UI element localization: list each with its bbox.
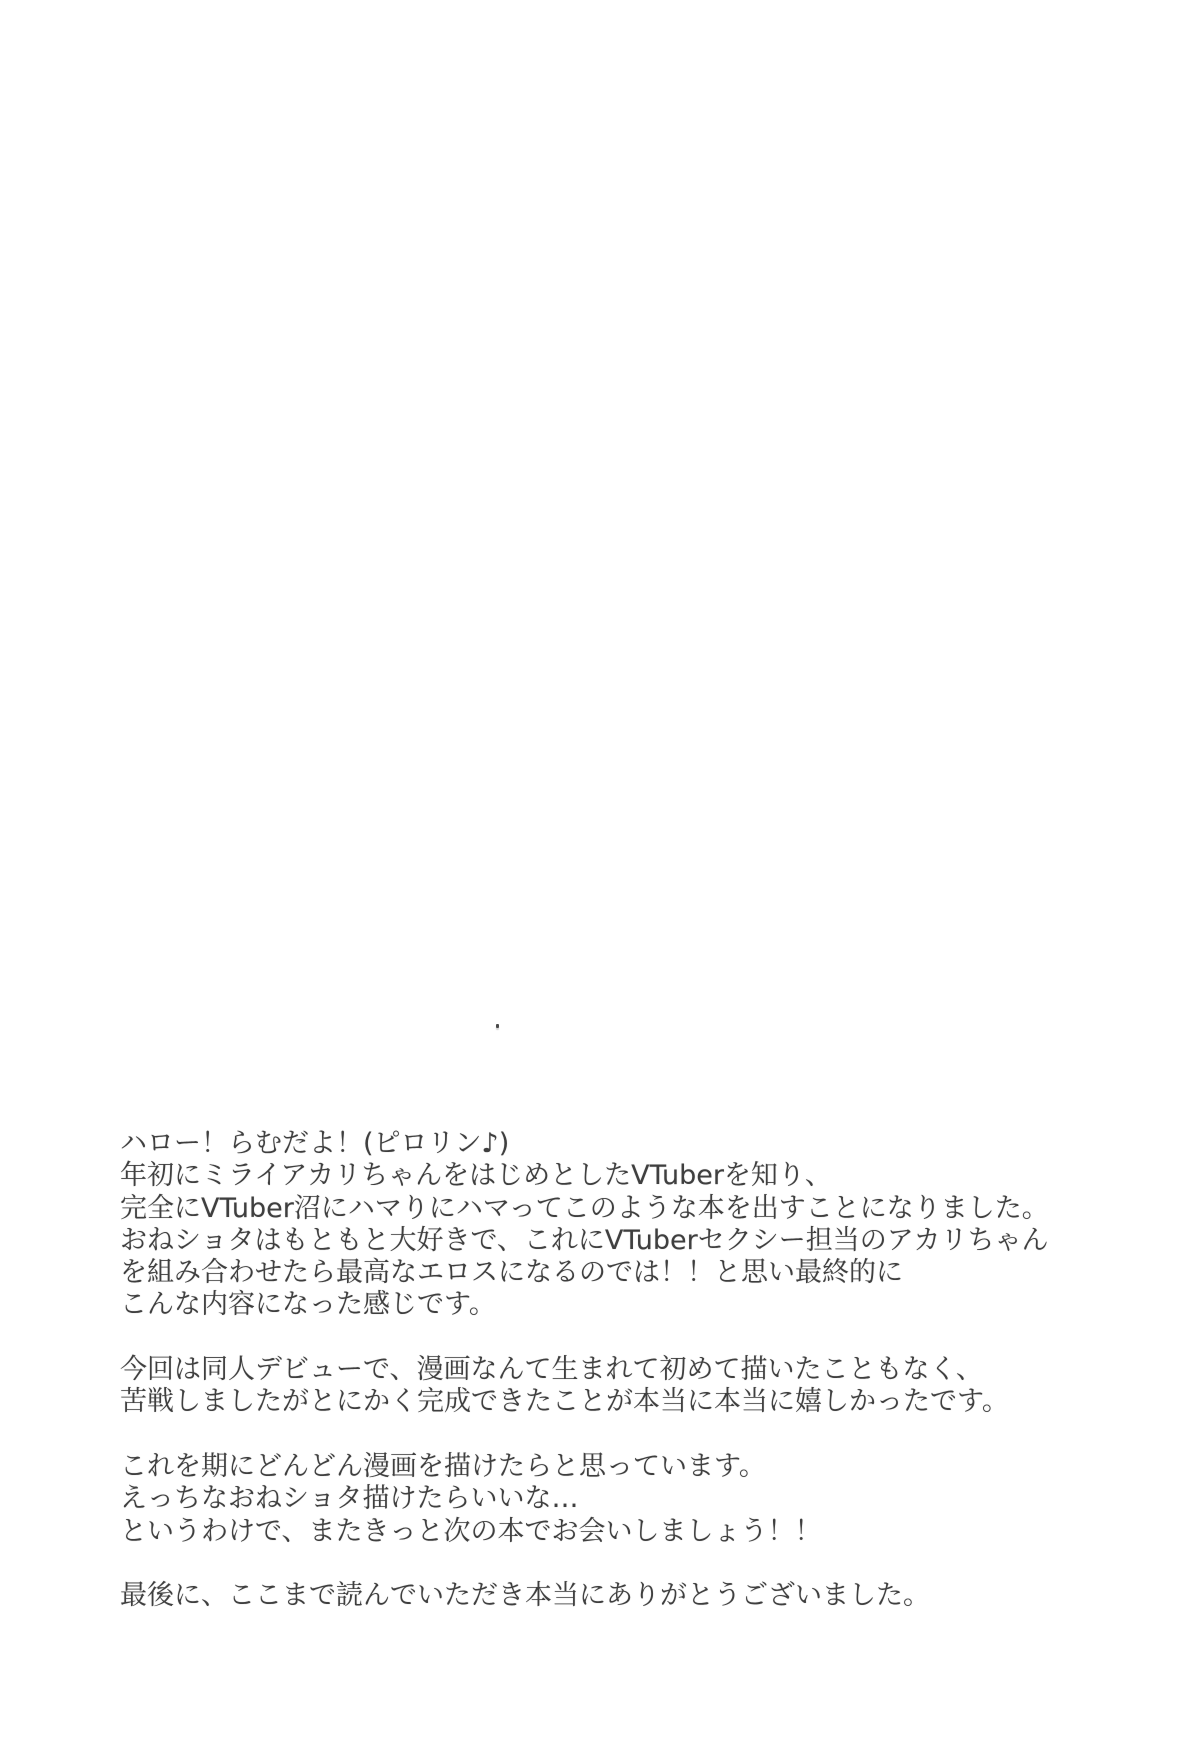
afterword-paragraph-2 — [120, 1354, 1140, 1419]
afterword-line: おねショタはもともと大好きで、これにVTuberセクシー担当のアカリちゃん — [120, 1224, 1049, 1256]
afterword-text-block — [120, 1128, 1140, 1612]
afterword-line: えっちなおねショタ描けたらいいな… — [120, 1483, 579, 1515]
afterword-paragraph-3 — [120, 1451, 1140, 1548]
scan-speck-artifact — [496, 1024, 499, 1028]
afterword-line: これを期にどんどん漫画を描けたらと思っています。 — [120, 1450, 766, 1482]
afterword-line: 年初にミライアカリちゃんをはじめとしたVTuberを知り、 — [120, 1160, 832, 1192]
afterword-line: ハロー！らむだよ！(ピロリン♪) — [120, 1128, 510, 1159]
afterword-line: 今回は同人デビューで、漫画なんて生まれて初めて描いたこともなく、 — [120, 1354, 983, 1386]
afterword-paragraph-1 — [120, 1128, 1140, 1322]
afterword-line: 最後に、ここまで読んでいただき本当にありがとうございました。 — [120, 1580, 930, 1612]
afterword-line: こんな内容になった感じです。 — [120, 1289, 496, 1321]
afterword-line: というわけで、またきっと次の本でお会いしましょう！！ — [120, 1515, 822, 1547]
afterword-paragraph-4 — [120, 1580, 1140, 1612]
afterword-line: 完全にVTuber沼にハマりにハマってこのような本を出すことになりました。 — [120, 1192, 1049, 1224]
afterword-line: 苦戦しましたがとにかく完成できたことが本当に本当に嬉しかったです。 — [120, 1386, 1009, 1418]
afterword-line: を組み合わせたら最高なエロスになるのでは！！と思い最終的に — [120, 1257, 903, 1289]
